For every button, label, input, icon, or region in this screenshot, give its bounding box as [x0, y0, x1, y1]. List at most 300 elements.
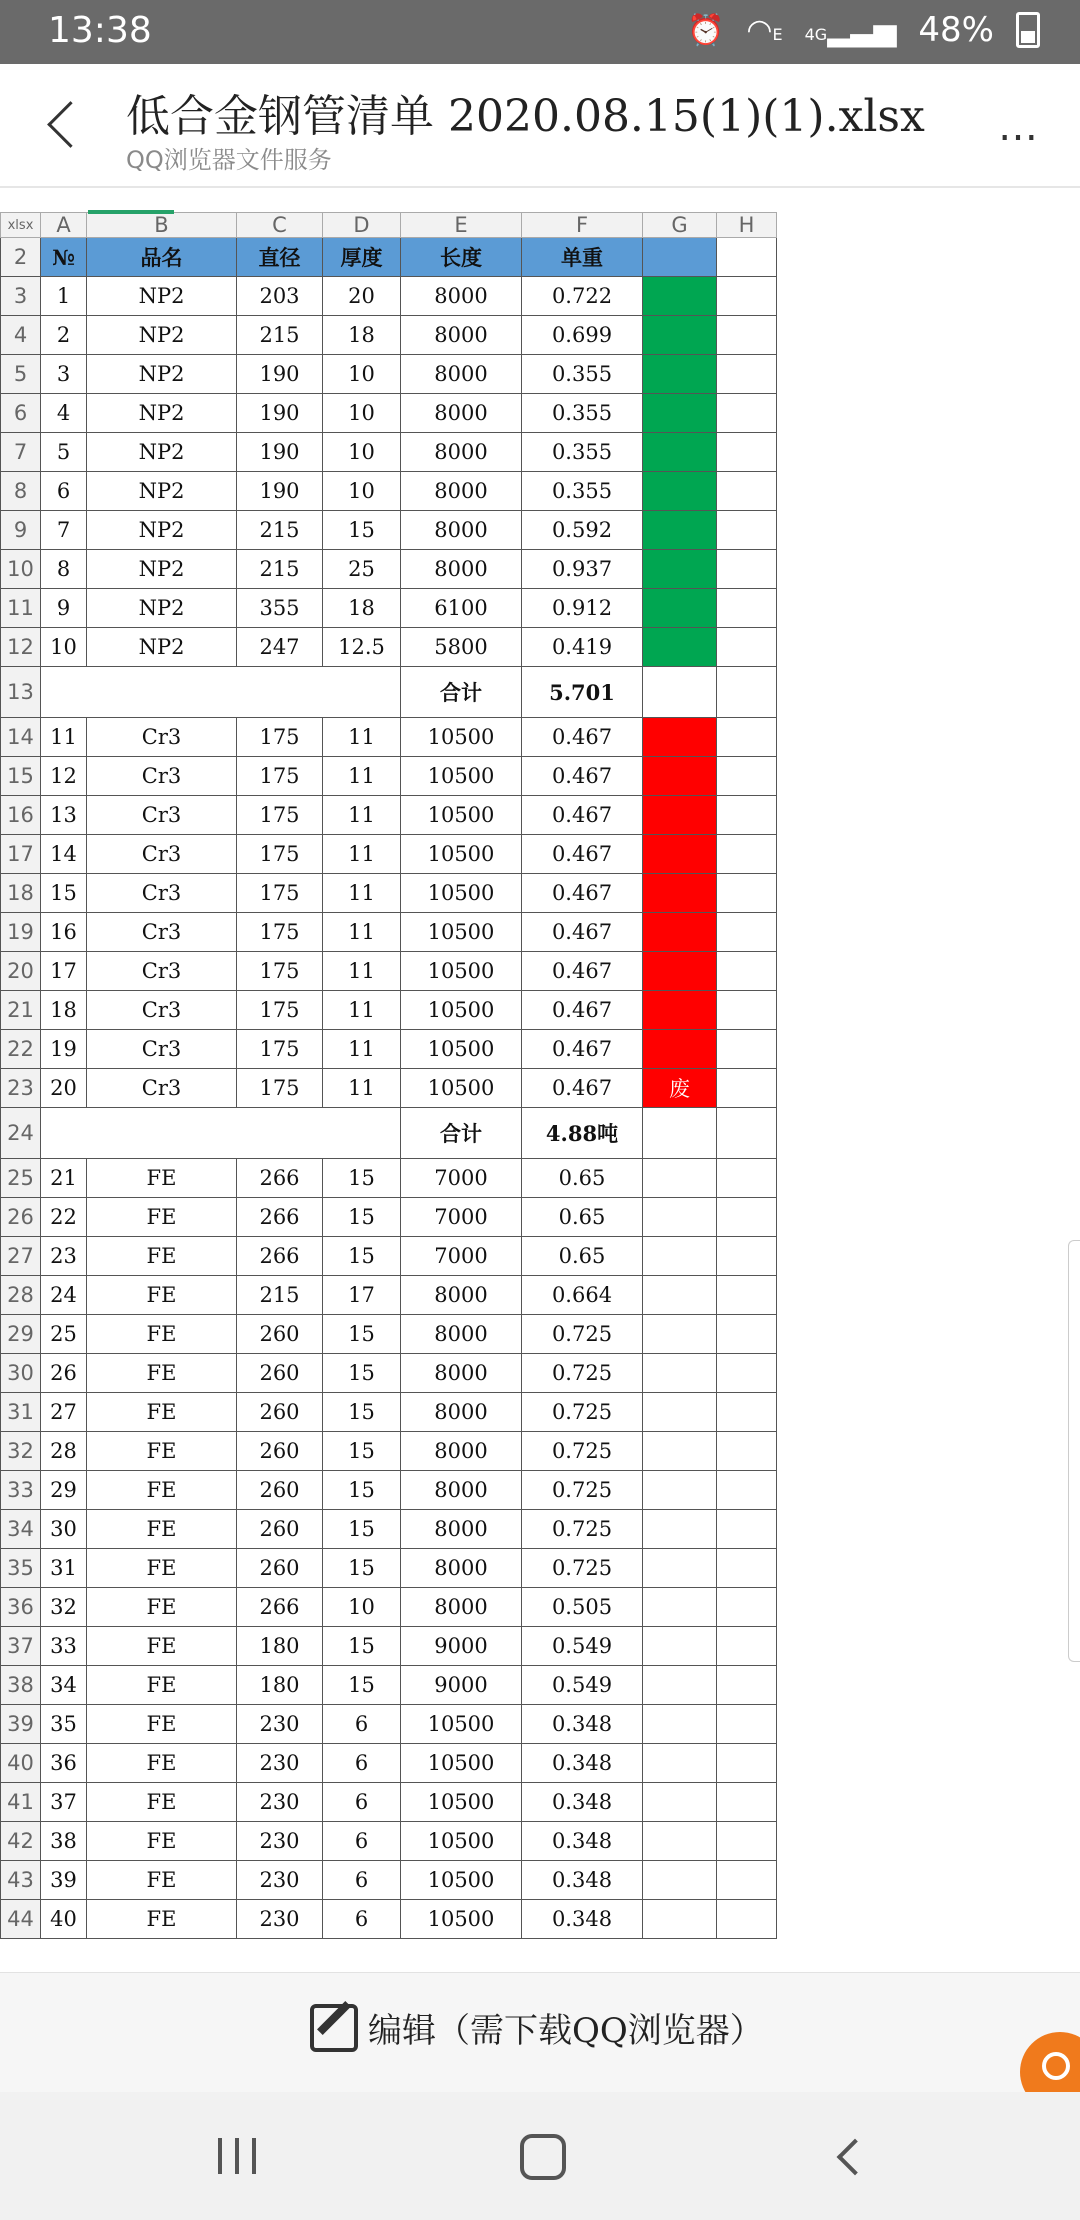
cell-wt[interactable]: 0.348	[522, 1705, 643, 1744]
row-number[interactable]: 5	[1, 355, 41, 394]
cell-empty[interactable]	[643, 667, 717, 718]
column-header[interactable]: D	[323, 213, 401, 238]
cell-dia[interactable]: 180	[237, 1666, 323, 1705]
cell-no[interactable]: 31	[41, 1549, 87, 1588]
cell-dia[interactable]: 230	[237, 1783, 323, 1822]
cell-wt[interactable]: 0.355	[522, 394, 643, 433]
row-number[interactable]: 25	[1, 1159, 41, 1198]
cell-thick[interactable]: 10	[323, 1588, 401, 1627]
cell-wt[interactable]: 0.725	[522, 1354, 643, 1393]
cell-name[interactable]: NP2	[87, 550, 237, 589]
scroll-handle[interactable]	[1068, 1240, 1080, 1662]
more-icon[interactable]: ⋯	[998, 114, 1044, 160]
cell-empty[interactable]	[717, 1861, 777, 1900]
cell-empty[interactable]	[717, 1744, 777, 1783]
cell-wt[interactable]: 0.467	[522, 874, 643, 913]
cell-dia[interactable]: 355	[237, 589, 323, 628]
cell-wt[interactable]: 0.65	[522, 1159, 643, 1198]
cell-thick[interactable]: 11	[323, 1030, 401, 1069]
cell-no[interactable]: 11	[41, 718, 87, 757]
cell-thick[interactable]: 18	[323, 316, 401, 355]
status-color-cell[interactable]	[643, 1198, 717, 1237]
cell-dia[interactable]: 175	[237, 874, 323, 913]
row-number[interactable]: 19	[1, 913, 41, 952]
row-number[interactable]: 29	[1, 1315, 41, 1354]
cell-name[interactable]: FE	[87, 1705, 237, 1744]
cell-thick[interactable]: 11	[323, 757, 401, 796]
row-number[interactable]: 38	[1, 1666, 41, 1705]
status-color-cell[interactable]	[643, 1276, 717, 1315]
row-number[interactable]: 31	[1, 1393, 41, 1432]
cell-dia[interactable]: 175	[237, 796, 323, 835]
cell-no[interactable]: 2	[41, 316, 87, 355]
row-number[interactable]: 43	[1, 1861, 41, 1900]
cell-name[interactable]: FE	[87, 1666, 237, 1705]
cell-dia[interactable]: 175	[237, 835, 323, 874]
cell-name[interactable]: FE	[87, 1315, 237, 1354]
status-color-cell[interactable]	[643, 1861, 717, 1900]
status-color-cell[interactable]	[643, 991, 717, 1030]
cell-no[interactable]: 10	[41, 628, 87, 667]
row-number[interactable]: 34	[1, 1510, 41, 1549]
cell-no[interactable]: 15	[41, 874, 87, 913]
cell-dia[interactable]: 215	[237, 550, 323, 589]
cell-dia[interactable]: 175	[237, 757, 323, 796]
status-color-cell[interactable]	[643, 1315, 717, 1354]
cell-dia[interactable]: 230	[237, 1744, 323, 1783]
row-number[interactable]: 37	[1, 1627, 41, 1666]
cell-thick[interactable]: 15	[323, 1471, 401, 1510]
cell-empty[interactable]	[717, 1276, 777, 1315]
total-label[interactable]: 合计	[401, 667, 522, 718]
cell-len[interactable]: 8000	[401, 433, 522, 472]
cell-len[interactable]: 10500	[401, 1783, 522, 1822]
status-color-cell[interactable]	[643, 757, 717, 796]
status-color-cell[interactable]	[643, 550, 717, 589]
row-number[interactable]: 18	[1, 874, 41, 913]
cell-thick[interactable]: 11	[323, 991, 401, 1030]
cell-empty[interactable]	[717, 1393, 777, 1432]
cell-name[interactable]: FE	[87, 1237, 237, 1276]
row-number[interactable]: 23	[1, 1069, 41, 1108]
cell-thick[interactable]: 15	[323, 1237, 401, 1276]
cell-len[interactable]: 10500	[401, 1861, 522, 1900]
cell-empty[interactable]	[717, 1198, 777, 1237]
cell-no[interactable]: 6	[41, 472, 87, 511]
cell-wt[interactable]: 0.355	[522, 433, 643, 472]
cell-dia[interactable]: 266	[237, 1198, 323, 1237]
cell-len[interactable]: 8000	[401, 277, 522, 316]
row-number[interactable]: 21	[1, 991, 41, 1030]
cell-wt[interactable]: 0.355	[522, 472, 643, 511]
cell-wt[interactable]: 0.419	[522, 628, 643, 667]
back-icon[interactable]	[38, 94, 88, 154]
cell-wt[interactable]: 0.699	[522, 316, 643, 355]
status-color-cell[interactable]	[643, 394, 717, 433]
status-color-cell[interactable]	[643, 835, 717, 874]
status-color-cell[interactable]	[643, 1510, 717, 1549]
row-number[interactable]: 24	[1, 1108, 41, 1159]
cell-empty[interactable]	[717, 913, 777, 952]
cell-empty[interactable]	[717, 628, 777, 667]
cell-name[interactable]: Cr3	[87, 1030, 237, 1069]
cell-empty[interactable]	[717, 511, 777, 550]
cell-no[interactable]: 35	[41, 1705, 87, 1744]
cell-thick[interactable]: 15	[323, 1627, 401, 1666]
cell-name[interactable]: FE	[87, 1354, 237, 1393]
cell-thick[interactable]: 15	[323, 1393, 401, 1432]
cell-wt[interactable]: 0.467	[522, 757, 643, 796]
cell-len[interactable]: 5800	[401, 628, 522, 667]
cell-empty[interactable]	[717, 1108, 777, 1159]
status-color-cell[interactable]: 废	[643, 1069, 717, 1108]
cell-dia[interactable]: 230	[237, 1900, 323, 1939]
cell-no[interactable]: 17	[41, 952, 87, 991]
cell-wt[interactable]: 0.467	[522, 913, 643, 952]
cell-empty[interactable]	[717, 355, 777, 394]
cell-len[interactable]: 9000	[401, 1627, 522, 1666]
cell-len[interactable]: 8000	[401, 1315, 522, 1354]
row-number[interactable]: 32	[1, 1432, 41, 1471]
total-label[interactable]: 合计	[401, 1108, 522, 1159]
cell-len[interactable]: 8000	[401, 511, 522, 550]
row-number[interactable]: 35	[1, 1549, 41, 1588]
cell-empty[interactable]	[717, 1900, 777, 1939]
cell-dia[interactable]: 230	[237, 1705, 323, 1744]
cell-name[interactable]: FE	[87, 1432, 237, 1471]
cell-name[interactable]: NP2	[87, 433, 237, 472]
cell-name[interactable]: FE	[87, 1744, 237, 1783]
cell-name[interactable]: NP2	[87, 511, 237, 550]
column-header[interactable]: A	[41, 213, 87, 238]
row-number[interactable]: 42	[1, 1822, 41, 1861]
row-number[interactable]: 27	[1, 1237, 41, 1276]
status-color-cell[interactable]	[643, 511, 717, 550]
cell-wt[interactable]: 0.348	[522, 1822, 643, 1861]
cell-thick[interactable]: 11	[323, 796, 401, 835]
cell-wt[interactable]: 0.664	[522, 1276, 643, 1315]
status-color-cell[interactable]	[643, 1744, 717, 1783]
status-color-cell[interactable]	[643, 1549, 717, 1588]
row-number[interactable]: 6	[1, 394, 41, 433]
cell-len[interactable]: 10500	[401, 1822, 522, 1861]
cell-len[interactable]: 9000	[401, 1666, 522, 1705]
header-cell[interactable]: 品名	[87, 238, 237, 277]
cell-len[interactable]: 8000	[401, 316, 522, 355]
cell-name[interactable]: FE	[87, 1588, 237, 1627]
cell-empty[interactable]	[717, 718, 777, 757]
cell-name[interactable]: FE	[87, 1510, 237, 1549]
cell-dia[interactable]: 266	[237, 1159, 323, 1198]
cell-wt[interactable]: 0.725	[522, 1393, 643, 1432]
cell-wt[interactable]: 0.725	[522, 1471, 643, 1510]
cell-no[interactable]: 27	[41, 1393, 87, 1432]
status-color-cell[interactable]	[643, 433, 717, 472]
cell-name[interactable]: FE	[87, 1159, 237, 1198]
cell-no[interactable]: 39	[41, 1861, 87, 1900]
cell-dia[interactable]: 215	[237, 1276, 323, 1315]
cell-len[interactable]: 10500	[401, 1744, 522, 1783]
cell-empty[interactable]	[717, 667, 777, 718]
cell-no[interactable]: 23	[41, 1237, 87, 1276]
cell-len[interactable]: 10500	[401, 952, 522, 991]
cell-dia[interactable]: 175	[237, 991, 323, 1030]
cell-thick[interactable]: 6	[323, 1861, 401, 1900]
cell-no[interactable]: 32	[41, 1588, 87, 1627]
cell-name[interactable]: NP2	[87, 589, 237, 628]
row-number[interactable]: 13	[1, 667, 41, 718]
cell-empty[interactable]	[717, 1237, 777, 1276]
status-color-cell[interactable]	[643, 1393, 717, 1432]
nav-back-button[interactable]	[832, 2138, 868, 2174]
cell-thick[interactable]: 11	[323, 835, 401, 874]
cell-no[interactable]: 9	[41, 589, 87, 628]
row-number[interactable]: 2	[1, 238, 41, 277]
cell-dia[interactable]: 260	[237, 1549, 323, 1588]
cell-wt[interactable]: 0.65	[522, 1237, 643, 1276]
status-color-cell[interactable]	[643, 1666, 717, 1705]
row-number[interactable]: 9	[1, 511, 41, 550]
status-color-cell[interactable]	[643, 1900, 717, 1939]
cell-len[interactable]: 10500	[401, 835, 522, 874]
cell-empty[interactable]	[717, 1822, 777, 1861]
cell-dia[interactable]: 230	[237, 1861, 323, 1900]
cell-empty[interactable]	[717, 1030, 777, 1069]
cell-empty[interactable]	[717, 991, 777, 1030]
row-number[interactable]: 33	[1, 1471, 41, 1510]
cell-thick[interactable]: 11	[323, 874, 401, 913]
cell-name[interactable]: Cr3	[87, 757, 237, 796]
cell-dia[interactable]: 180	[237, 1627, 323, 1666]
cell-thick[interactable]: 17	[323, 1276, 401, 1315]
cell-len[interactable]: 10500	[401, 991, 522, 1030]
cell-empty[interactable]	[717, 835, 777, 874]
cell-len[interactable]: 8000	[401, 1393, 522, 1432]
status-color-cell[interactable]	[643, 1705, 717, 1744]
row-number[interactable]: 10	[1, 550, 41, 589]
cell-thick[interactable]: 6	[323, 1744, 401, 1783]
cell-dia[interactable]: 190	[237, 433, 323, 472]
status-color-cell[interactable]	[643, 1237, 717, 1276]
status-color-cell[interactable]	[643, 1432, 717, 1471]
row-number[interactable]: 15	[1, 757, 41, 796]
header-cell[interactable]: 长度	[401, 238, 522, 277]
header-cell[interactable]: 直径	[237, 238, 323, 277]
status-color-cell[interactable]	[643, 1588, 717, 1627]
cell-wt[interactable]: 0.467	[522, 991, 643, 1030]
cell-len[interactable]: 8000	[401, 1549, 522, 1588]
cell-name[interactable]: Cr3	[87, 835, 237, 874]
status-color-cell[interactable]	[643, 952, 717, 991]
cell-len[interactable]: 10500	[401, 874, 522, 913]
row-number[interactable]: 20	[1, 952, 41, 991]
cell-no[interactable]: 24	[41, 1276, 87, 1315]
cell-empty[interactable]	[717, 952, 777, 991]
cell-thick[interactable]: 10	[323, 472, 401, 511]
row-number[interactable]: 44	[1, 1900, 41, 1939]
cell-wt[interactable]: 0.348	[522, 1744, 643, 1783]
cell-dia[interactable]: 260	[237, 1393, 323, 1432]
cell-no[interactable]: 14	[41, 835, 87, 874]
cell-wt[interactable]: 0.467	[522, 796, 643, 835]
cell-name[interactable]: NP2	[87, 472, 237, 511]
status-color-cell[interactable]	[643, 1471, 717, 1510]
cell-no[interactable]: 4	[41, 394, 87, 433]
cell-name[interactable]: FE	[87, 1276, 237, 1315]
status-color-cell[interactable]	[643, 316, 717, 355]
row-number[interactable]: 3	[1, 277, 41, 316]
cell-name[interactable]: FE	[87, 1627, 237, 1666]
cell-name[interactable]: FE	[87, 1822, 237, 1861]
cell-name[interactable]: FE	[87, 1393, 237, 1432]
cell-wt[interactable]: 0.467	[522, 1069, 643, 1108]
column-header[interactable]: B	[87, 213, 237, 238]
status-color-cell[interactable]	[643, 718, 717, 757]
cell-dia[interactable]: 215	[237, 511, 323, 550]
cell-len[interactable]: 8000	[401, 394, 522, 433]
cell-dia[interactable]: 190	[237, 394, 323, 433]
cell-name[interactable]: FE	[87, 1900, 237, 1939]
cell-wt[interactable]: 0.355	[522, 355, 643, 394]
cell-no[interactable]: 5	[41, 433, 87, 472]
status-color-cell[interactable]	[643, 589, 717, 628]
cell-thick[interactable]: 15	[323, 1159, 401, 1198]
row-number[interactable]: 26	[1, 1198, 41, 1237]
merged-cell[interactable]	[41, 1108, 401, 1159]
cell-len[interactable]: 7000	[401, 1237, 522, 1276]
cell-empty[interactable]	[717, 589, 777, 628]
column-header[interactable]: H	[717, 213, 777, 238]
cell-wt[interactable]: 0.592	[522, 511, 643, 550]
cell-thick[interactable]: 15	[323, 1510, 401, 1549]
cell-len[interactable]: 7000	[401, 1198, 522, 1237]
cell-dia[interactable]: 190	[237, 472, 323, 511]
cell-empty[interactable]	[717, 1315, 777, 1354]
cell-dia[interactable]: 260	[237, 1471, 323, 1510]
status-color-cell[interactable]	[643, 472, 717, 511]
cell-thick[interactable]: 15	[323, 511, 401, 550]
cell-empty[interactable]	[717, 1588, 777, 1627]
cell-wt[interactable]: 0.722	[522, 277, 643, 316]
cell-dia[interactable]: 175	[237, 718, 323, 757]
cell-thick[interactable]: 11	[323, 1069, 401, 1108]
row-number[interactable]: 7	[1, 433, 41, 472]
cell-thick[interactable]: 10	[323, 394, 401, 433]
cell-no[interactable]: 3	[41, 355, 87, 394]
cell-empty[interactable]	[717, 1069, 777, 1108]
cell-wt[interactable]: 0.65	[522, 1198, 643, 1237]
status-color-cell[interactable]	[643, 1159, 717, 1198]
cell-wt[interactable]: 0.937	[522, 550, 643, 589]
cell-no[interactable]: 38	[41, 1822, 87, 1861]
cell-no[interactable]: 18	[41, 991, 87, 1030]
cell-empty[interactable]	[717, 472, 777, 511]
cell-len[interactable]: 8000	[401, 1276, 522, 1315]
cell-len[interactable]: 7000	[401, 1159, 522, 1198]
cell-no[interactable]: 21	[41, 1159, 87, 1198]
column-header[interactable]: E	[401, 213, 522, 238]
header-cell[interactable]: 厚度	[323, 238, 401, 277]
cell-wt[interactable]: 0.912	[522, 589, 643, 628]
cell-name[interactable]: NP2	[87, 355, 237, 394]
cell-len[interactable]: 8000	[401, 1471, 522, 1510]
total-value[interactable]: 5.701	[522, 667, 643, 718]
status-color-cell[interactable]	[643, 1822, 717, 1861]
cell-thick[interactable]: 6	[323, 1705, 401, 1744]
cell-len[interactable]: 8000	[401, 1354, 522, 1393]
header-cell-empty[interactable]	[643, 238, 717, 277]
row-number[interactable]: 11	[1, 589, 41, 628]
cell-thick[interactable]: 20	[323, 277, 401, 316]
column-header[interactable]: C	[237, 213, 323, 238]
cell-len[interactable]: 10500	[401, 1705, 522, 1744]
cell-len[interactable]: 8000	[401, 1588, 522, 1627]
cell-empty[interactable]	[717, 238, 777, 277]
status-color-cell[interactable]	[643, 355, 717, 394]
cell-wt[interactable]: 0.725	[522, 1432, 643, 1471]
cell-no[interactable]: 36	[41, 1744, 87, 1783]
row-number[interactable]: 14	[1, 718, 41, 757]
cell-len[interactable]: 10500	[401, 1069, 522, 1108]
cell-name[interactable]: Cr3	[87, 718, 237, 757]
header-cell[interactable]: №	[41, 238, 87, 277]
cell-thick[interactable]: 10	[323, 355, 401, 394]
cell-name[interactable]: NP2	[87, 628, 237, 667]
row-number[interactable]: 28	[1, 1276, 41, 1315]
status-color-cell[interactable]	[643, 1030, 717, 1069]
cell-no[interactable]: 30	[41, 1510, 87, 1549]
cell-thick[interactable]: 15	[323, 1666, 401, 1705]
cell-name[interactable]: Cr3	[87, 874, 237, 913]
cell-no[interactable]: 25	[41, 1315, 87, 1354]
cell-no[interactable]: 20	[41, 1069, 87, 1108]
column-header[interactable]: F	[522, 213, 643, 238]
cell-dia[interactable]: 260	[237, 1432, 323, 1471]
cell-wt[interactable]: 0.467	[522, 1030, 643, 1069]
row-number[interactable]: 36	[1, 1588, 41, 1627]
column-header[interactable]: G	[643, 213, 717, 238]
status-color-cell[interactable]	[643, 1783, 717, 1822]
cell-dia[interactable]: 215	[237, 316, 323, 355]
status-color-cell[interactable]	[643, 913, 717, 952]
cell-len[interactable]: 10500	[401, 796, 522, 835]
cell-no[interactable]: 12	[41, 757, 87, 796]
cell-wt[interactable]: 0.725	[522, 1549, 643, 1588]
cell-name[interactable]: NP2	[87, 394, 237, 433]
row-number[interactable]: 17	[1, 835, 41, 874]
cell-empty[interactable]	[717, 394, 777, 433]
row-number[interactable]: 4	[1, 316, 41, 355]
cell-name[interactable]: FE	[87, 1471, 237, 1510]
cell-empty[interactable]	[717, 1354, 777, 1393]
cell-empty[interactable]	[717, 1471, 777, 1510]
status-color-cell[interactable]	[643, 277, 717, 316]
total-value[interactable]: 4.88吨	[522, 1108, 643, 1159]
status-color-cell[interactable]	[643, 1354, 717, 1393]
cell-empty[interactable]	[717, 1627, 777, 1666]
cell-empty[interactable]	[717, 874, 777, 913]
cell-no[interactable]: 33	[41, 1627, 87, 1666]
cell-empty[interactable]	[717, 550, 777, 589]
cell-len[interactable]: 10500	[401, 913, 522, 952]
cell-empty[interactable]	[717, 757, 777, 796]
cell-no[interactable]: 28	[41, 1432, 87, 1471]
cell-len[interactable]: 8000	[401, 550, 522, 589]
cell-name[interactable]: NP2	[87, 316, 237, 355]
cell-dia[interactable]: 175	[237, 913, 323, 952]
cell-wt[interactable]: 0.348	[522, 1900, 643, 1939]
cell-empty[interactable]	[717, 316, 777, 355]
